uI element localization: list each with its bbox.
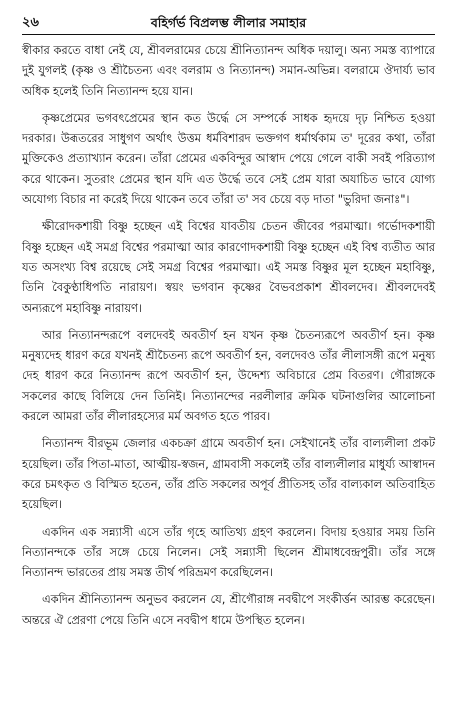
paragraph-4: আর নিত্যানন্দরূপে বলদেবই অবতীর্ণ হন যখন কৃষ্ণ চৈতন্যরূপে অবতীর্ণ হন। কৃষ্ণ মনুষ্যদেহ ধারণ করে যখনই শ্রীচৈতন্য রূপে অবতীর্ণ হন, বলদেবও তাঁর লীলাসঙ্গী রূপে মনুষ্য দেহ ধারণ করে নিত্যানন্দ রূপে অবতীর্ণ হন, উদ্দেশ্য অবিচারে প্রেম বিতরণ। গৌরাঙ্গকে সকলের কাছে বিলিয়ে দেন তিনিই। নিত্যানন্দের নরলীলার ক্রমিক ঘটনাগুলির আলোচনা করলে আমরা তাঁর লীলারহস্যের মর্ম অবগত হতে পারব। (22, 327, 435, 424)
page-header (22, 14, 435, 35)
paragraph-6: একদিন এক সন্ন্যাসী এসে তাঁর গৃহে আতিথ্য গ্রহণ করলেন। বিদায় হওয়ার সময় তিনি নিত্যানন্দকে তাঁর সঙ্গে চেয়ে নিলেন। সেই সন্ন্যাসী ছিলেন শ্রীমাধবেন্দ্রপুরী। তাঁর সঙ্গে নিত্যানন্দ ভারতের প্রায় সমস্ত তীর্থ পরিভ্রমণ করেছিলেন। (22, 524, 435, 580)
paragraph-5: নিত্যানন্দ বীরভূম জেলার একচক্রা গ্রামে অবতীর্ণ হন। সেইখানেই তাঁর বাল্যলীলা প্রকট হয়েছিল। তাঁর পিতা-মাতা, আত্মীয়-স্বজন, গ্রামবাসী সকলেই তাঁর বাল্যলীলার মাধুর্য্য আস্বাদন করে চমৎকৃত ও বিস্মিত হতেন, তাঁর প্রতি সকলের অপূর্ব প্রীতিসহ তাঁর বাল্যকাল অতিবাহিত হয়েছিল। (22, 436, 435, 512)
paragraph-2: কৃষ্ণপ্রেমের ভগবৎপ্রেমের স্থান কত উর্দ্ধে সে সম্পর্কে সাধক হৃদয়ে দৃঢ় নিশ্চিত হওয়া দরকার। উৰূতরের সাধুগণ অর্থাৎ উত্তম ধর্মবিশারদ ভক্তগণ ধর্মার্থকাম ত' দূরের কথা, তাঁরা মুক্তিকেও প্রত্যাখ্যান করেন। তাঁরা প্রেমের একবিন্দুর আস্বাদ পেয়ে গেলে বাকী সবই পরিত্যাগ করে থাকেন। সুতরাং প্রেমের স্থান যদি এত উর্দ্ধে তবে সেই প্রেম যারা অযাচিত ভাবে যোগ্য অযোগ্য বিচার না করেই দিয়ে থাকেন তবে তাঁরা ত' সব চেয়ে বড় দাতা "ভুরিদা জনাঃ"। (22, 110, 435, 207)
paragraph-7: একদিন শ্রীনিত্যানন্দ অনুভব করলেন যে, শ্রীগৌরাঙ্গ নবদ্বীপে সংকীর্ত্তন আরম্ভ করেছেন। অন্তরে ঐ প্রেরণা পেয়ে তিনি এসে নবদ্বীপ ধামে উপস্থিত হলেন। (22, 592, 435, 627)
body-text (22, 40, 435, 630)
paragraph-3: ক্ষীরোদকশায়ী বিষ্ণু হচ্ছেন এই বিশ্বের যাবতীয় চেতন জীবের পরমাত্মা। গর্ভোদকশায়ী বিষ্ণু হচ্ছেন এই সমগ্র বিশ্বের পরমাত্মা আর কারণোদকশায়ী বিষ্ণু হচ্ছেন এই বিশ্ব ব্যতীত আর যত অসংখ্য বিশ্ব রয়েছে সেই সমগ্র বিশ্বের পরমাত্মা। এই সমস্ত বিষ্ণুর মূল হচ্ছেন মহাবিষ্ণু, তিনি বৈকুণ্ঠাধিপতি নারায়ণ। স্বয়ং ভগবান কৃষ্ণের বৈভবপ্রকাশ শ্রীবলদেব। শ্রীবলদেবই অন্যরূপে মহাবিষ্ণু নারায়ণ। (22, 219, 435, 315)
page-number: ২৬ (22, 15, 39, 30)
paragraph-1: স্বীকার করতে বাধা নেই যে, শ্রীবলরামের চেয়ে শ্রীনিত্যানন্দ অধিক দয়ালু। অন্য সমস্ত ব্যাপারে দুই যুগলই (কৃষ্ণ ও শ্রীচৈতন্য এবং বলরাম ও নিত্যানন্দ) সমান-অভিন্ন। বলরামে ঔদার্য্য ভাব অধিক হলেই তিনি নিত্যানন্দ হয়ে যান। (22, 43, 435, 98)
running-title: বহির্গর্ভ বিপ্রলম্ভ লীলার সমাহার (150, 15, 307, 30)
